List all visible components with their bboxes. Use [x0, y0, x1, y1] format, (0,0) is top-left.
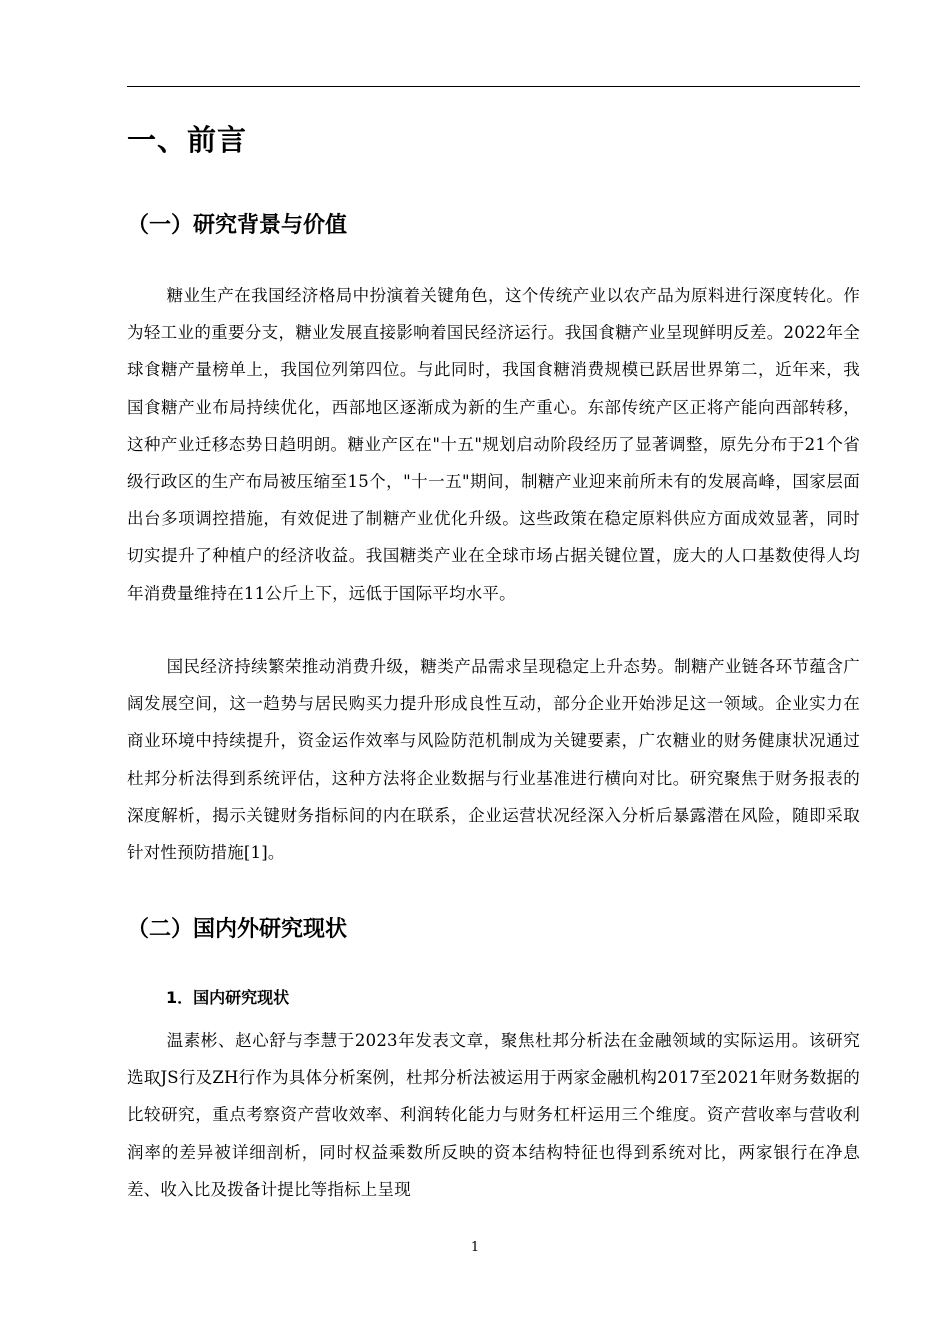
body-paragraph: 温素彬、赵心舒与李慧于2023年发表文章，聚焦杜邦分析法在金融领域的实际运用。该研究选取JS行及ZH行作为具体分析案例，杜邦分析法被运用于两家金融机构2017至2021年财务数据的比较研究，重点考察资产营收效率、利润转化能力与财务杠杆运用三个维度。资产营收率与营收利润率的差异被详细剖析，同时权益乘数所反映的资本结构特征也得到系统对比，两家银行在净息差、收入比及拨备计提比等指标上呈现: [127, 1031, 860, 1199]
body-paragraph: 国民经济持续繁荣推动消费升级，糖类产品需求呈现稳定上升态势。制糖产业链各环节蕴含广阔发展空间，这一趋势与居民购买力提升形成良性互动，部分企业开始涉足这一领域。企业实力在商业环境中持续提升，资金运作效率与风险防范机制成为关键要素，广农糖业的财务健康状况通过杜邦分析法得到系统评估，这种方法将企业数据与行业基准进行横向对比。研究聚焦于财务报表的深度解析，揭示关键财务指标间的内在联系，企业运营状况经深入分析后暴露潜在风险，随即采取针对性预防措施[1]。: [127, 657, 860, 863]
chapter-heading: 一、前言: [127, 123, 248, 157]
page-number: 1: [470, 1240, 480, 1255]
section-heading-research-status: （二）国内外研究现状: [127, 917, 348, 942]
subsection-heading-domestic: 1．国内研究现状: [166, 988, 290, 1007]
header-rule: [127, 86, 860, 87]
section-heading-background: （一）研究背景与价值: [127, 213, 348, 238]
body-paragraph: 糖业生产在我国经济格局中扮演着关键角色，这个传统产业以农产品为原料进行深度转化。作为轻工业的重要分支，糖业发展直接影响着国民经济运行。我国食糖产业呈现鲜明反差。2022年全球食糖产量榜单上，我国位列第四位。与此同时，我国食糖消费规模已跃居世界第二，近年来，我国食糖产业布局持续优化，西部地区逐渐成为新的生产重心。东部传统产区正将产能向西部转移，这种产业迁移态势日趋明朗。糖业产区在"十五"规划启动阶段经历了显著调整，原先分布于21个省级行政区的生产布局被压缩至15个，"十一五"期间，制糖产业迎来前所未有的发展高峰，国家层面出台多项调控措施，有效促进了制糖产业优化升级。这些政策在稳定原料供应方面成效显著，同时切实提升了种植户的经济收益。我国糖类产业在全球市场占据关键位置，庞大的人口基数使得人均年消费量维持在11公斤上下，远低于国际平均水平。: [127, 286, 860, 603]
